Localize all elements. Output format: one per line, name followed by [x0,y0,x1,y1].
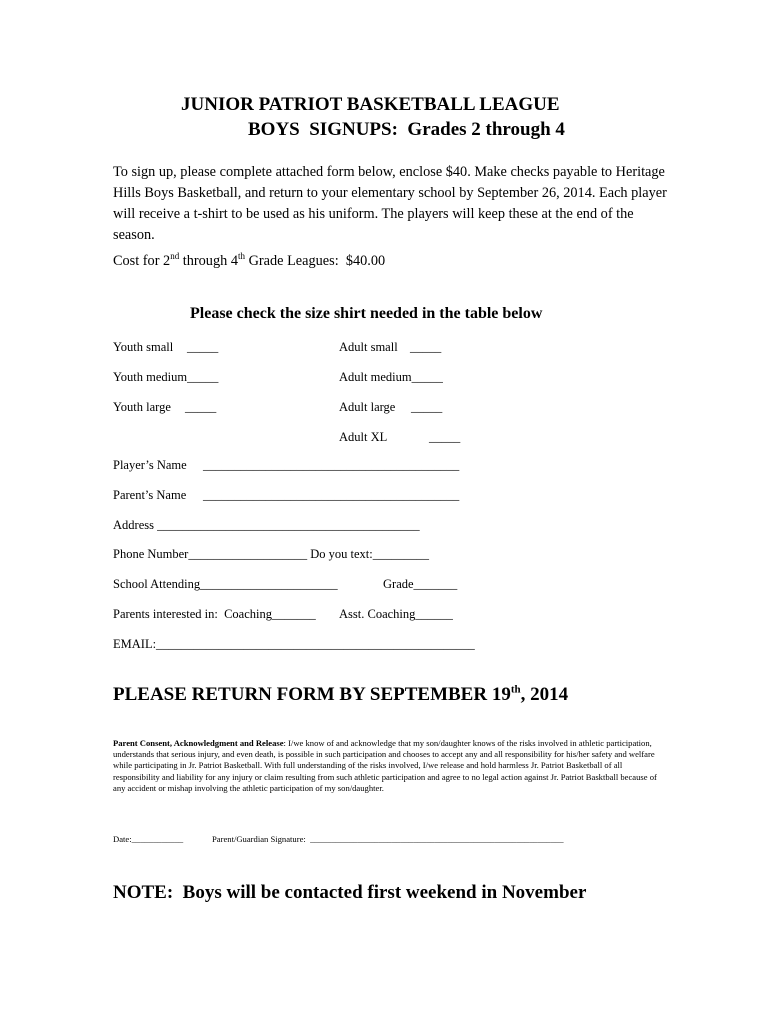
cost-text-c: Grade Leagues: $40.00 [245,253,386,269]
cost-sup-nd: nd [170,251,180,262]
cost-text-a: Cost for 2 [113,253,171,269]
adult-xl-label: Adult XL [339,430,388,444]
return-notice [113,684,568,706]
adult-large-blank[interactable]: _____ [411,400,443,414]
youth-large-blank[interactable]: _____ [185,400,217,414]
adult-xl-blank[interactable]: _____ [429,430,461,444]
shirt-size-heading: Please check the size shirt needed in the table below [190,305,543,322]
adult-medium-field[interactable]: Adult medium_____ [339,370,443,384]
coaching-field[interactable]: Parents interested in: Coaching_______ [113,607,316,621]
page-title: JUNIOR PATRIOT BASKETBALL LEAGUE [181,94,560,115]
cost-text-b: through 4 [179,253,238,269]
consent-heading: Parent Consent, Acknowledgment and Release [113,738,284,748]
youth-large-label: Youth large [113,400,171,414]
youth-small-blank[interactable]: _____ [187,340,219,354]
return-notice-b: , 2014 [520,684,569,705]
youth-medium-field[interactable]: Youth medium_____ [113,370,219,384]
phone-field[interactable]: Phone Number___________________ Do you text:_________ [113,547,429,561]
email-field[interactable]: EMAIL:___________________________________________________ [113,637,475,651]
cost-line [113,253,385,270]
return-notice-sup: th [510,683,521,696]
adult-small-label: Adult small [339,340,398,354]
address-field[interactable]: Address __________________________________________ [113,518,420,532]
date-field[interactable]: Date:____________ [113,834,184,844]
adult-small-blank[interactable]: _____ [410,340,442,354]
return-notice-a: PLEASE RETURN FORM BY SEPTEMBER 19 [113,684,511,705]
adult-large-label: Adult large [339,400,396,414]
player-name-label: Player’s Name [113,458,187,472]
parent-name-label: Parent’s Name [113,488,187,502]
youth-small-label: Youth small [113,340,174,354]
asst-coaching-field[interactable]: Asst. Coaching______ [339,607,453,621]
player-name-field[interactable]: _________________________________________ [203,458,460,472]
consent-paragraph [113,738,661,794]
school-field[interactable]: School Attending______________________ [113,577,338,591]
consent-text: : I/we know of and acknowledge that my son/daughter knows of the risks involved in athletic participation, understands that serious injury, and even death, is possible in such participation and chooses to accept any and all responsibility for his/her safety and welfare while participating in Jr. Patriot Basketball. With full understanding of the risks involved, I/we release and hold harmless Jr. Patriot Basketball of all responsibility and liability for any injury or claim resulting from such athletic participation and agree to no legal action against Jr. Patriot Basktball because of any accident or mishap involving the athletic participation of my son/daughter. [113,738,657,793]
parent-name-field[interactable]: _________________________________________ [203,488,460,502]
grade-field[interactable]: Grade_______ [383,577,458,591]
page-subtitle: BOYS SIGNUPS: Grades 2 through 4 [248,119,565,140]
note-heading: NOTE: Boys will be contacted first weekend in November [113,882,587,903]
guardian-signature-field[interactable]: Parent/Guardian Signature: ___________________________________________________________ [212,834,564,844]
intro-paragraph: To sign up, please complete attached form below, enclose $40. Make checks payable to Heritage Hills Boys Basketball, and return to your elementary school by September 26, 2014. Each player will receive a t-shirt to be used as his uniform. The players will keep these at the end of the season. [113,164,667,243]
cost-sup-th: th [237,251,245,262]
